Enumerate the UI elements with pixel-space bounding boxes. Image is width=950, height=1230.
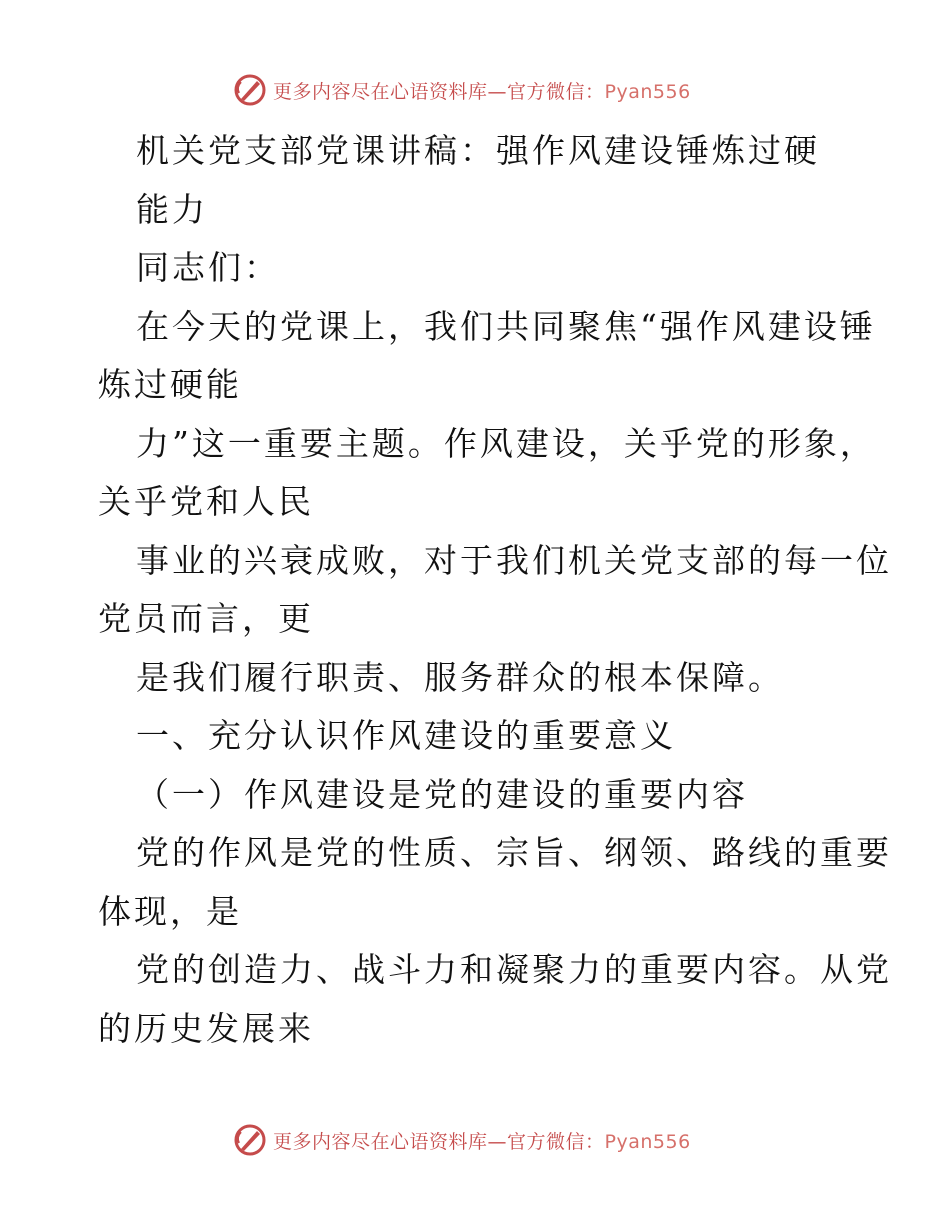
doc-line: 党员而言，更 bbox=[98, 599, 314, 638]
doc-line: 炼过硬能 bbox=[98, 365, 242, 404]
document-body bbox=[98, 122, 892, 1058]
banner-text: 更多内容尽在心语资料库—官方微信：Pyan556 bbox=[273, 1130, 691, 1153]
doc-line: 同志们： bbox=[136, 248, 280, 287]
doc-line: 机关党支部党课讲稿：强作风建设锤炼过硬 bbox=[136, 131, 820, 170]
doc-line: 党的作风是党的性质、宗旨、纲领、路线的重要 bbox=[136, 833, 892, 872]
doc-line: 能力 bbox=[136, 189, 208, 229]
wechat-id: Pyan556 bbox=[604, 80, 691, 103]
doc-line: （一）作风建设是党的建设的重要内容 bbox=[136, 774, 748, 814]
wechat-id: Pyan556 bbox=[604, 1130, 691, 1153]
quill-logo-icon bbox=[233, 73, 267, 107]
header-banner bbox=[233, 72, 691, 108]
quill-logo-icon bbox=[233, 1123, 267, 1157]
banner-text: 更多内容尽在心语资料库—官方微信：Pyan556 bbox=[273, 80, 691, 103]
doc-line: 关乎党和人民 bbox=[98, 482, 314, 521]
doc-line: 党的创造力、战斗力和凝聚力的重要内容。从党 bbox=[136, 950, 892, 989]
doc-line: 在今天的党课上，我们共同聚焦“强作风建设锤 bbox=[136, 306, 876, 346]
doc-line: 力”这一重要主题。作风建设，关乎党的形象， bbox=[136, 423, 876, 463]
doc-line: 的历史发展来 bbox=[98, 1008, 314, 1048]
doc-line: 体现，是 bbox=[98, 891, 242, 931]
doc-line: 事业的兴衰成败，对于我们机关党支部的每一位 bbox=[136, 540, 892, 580]
doc-line: 一、充分认识作风建设的重要意义 bbox=[136, 716, 676, 755]
doc-line: 是我们履行职责、服务群众的根本保障。 bbox=[136, 657, 784, 697]
footer-banner bbox=[233, 1122, 691, 1158]
